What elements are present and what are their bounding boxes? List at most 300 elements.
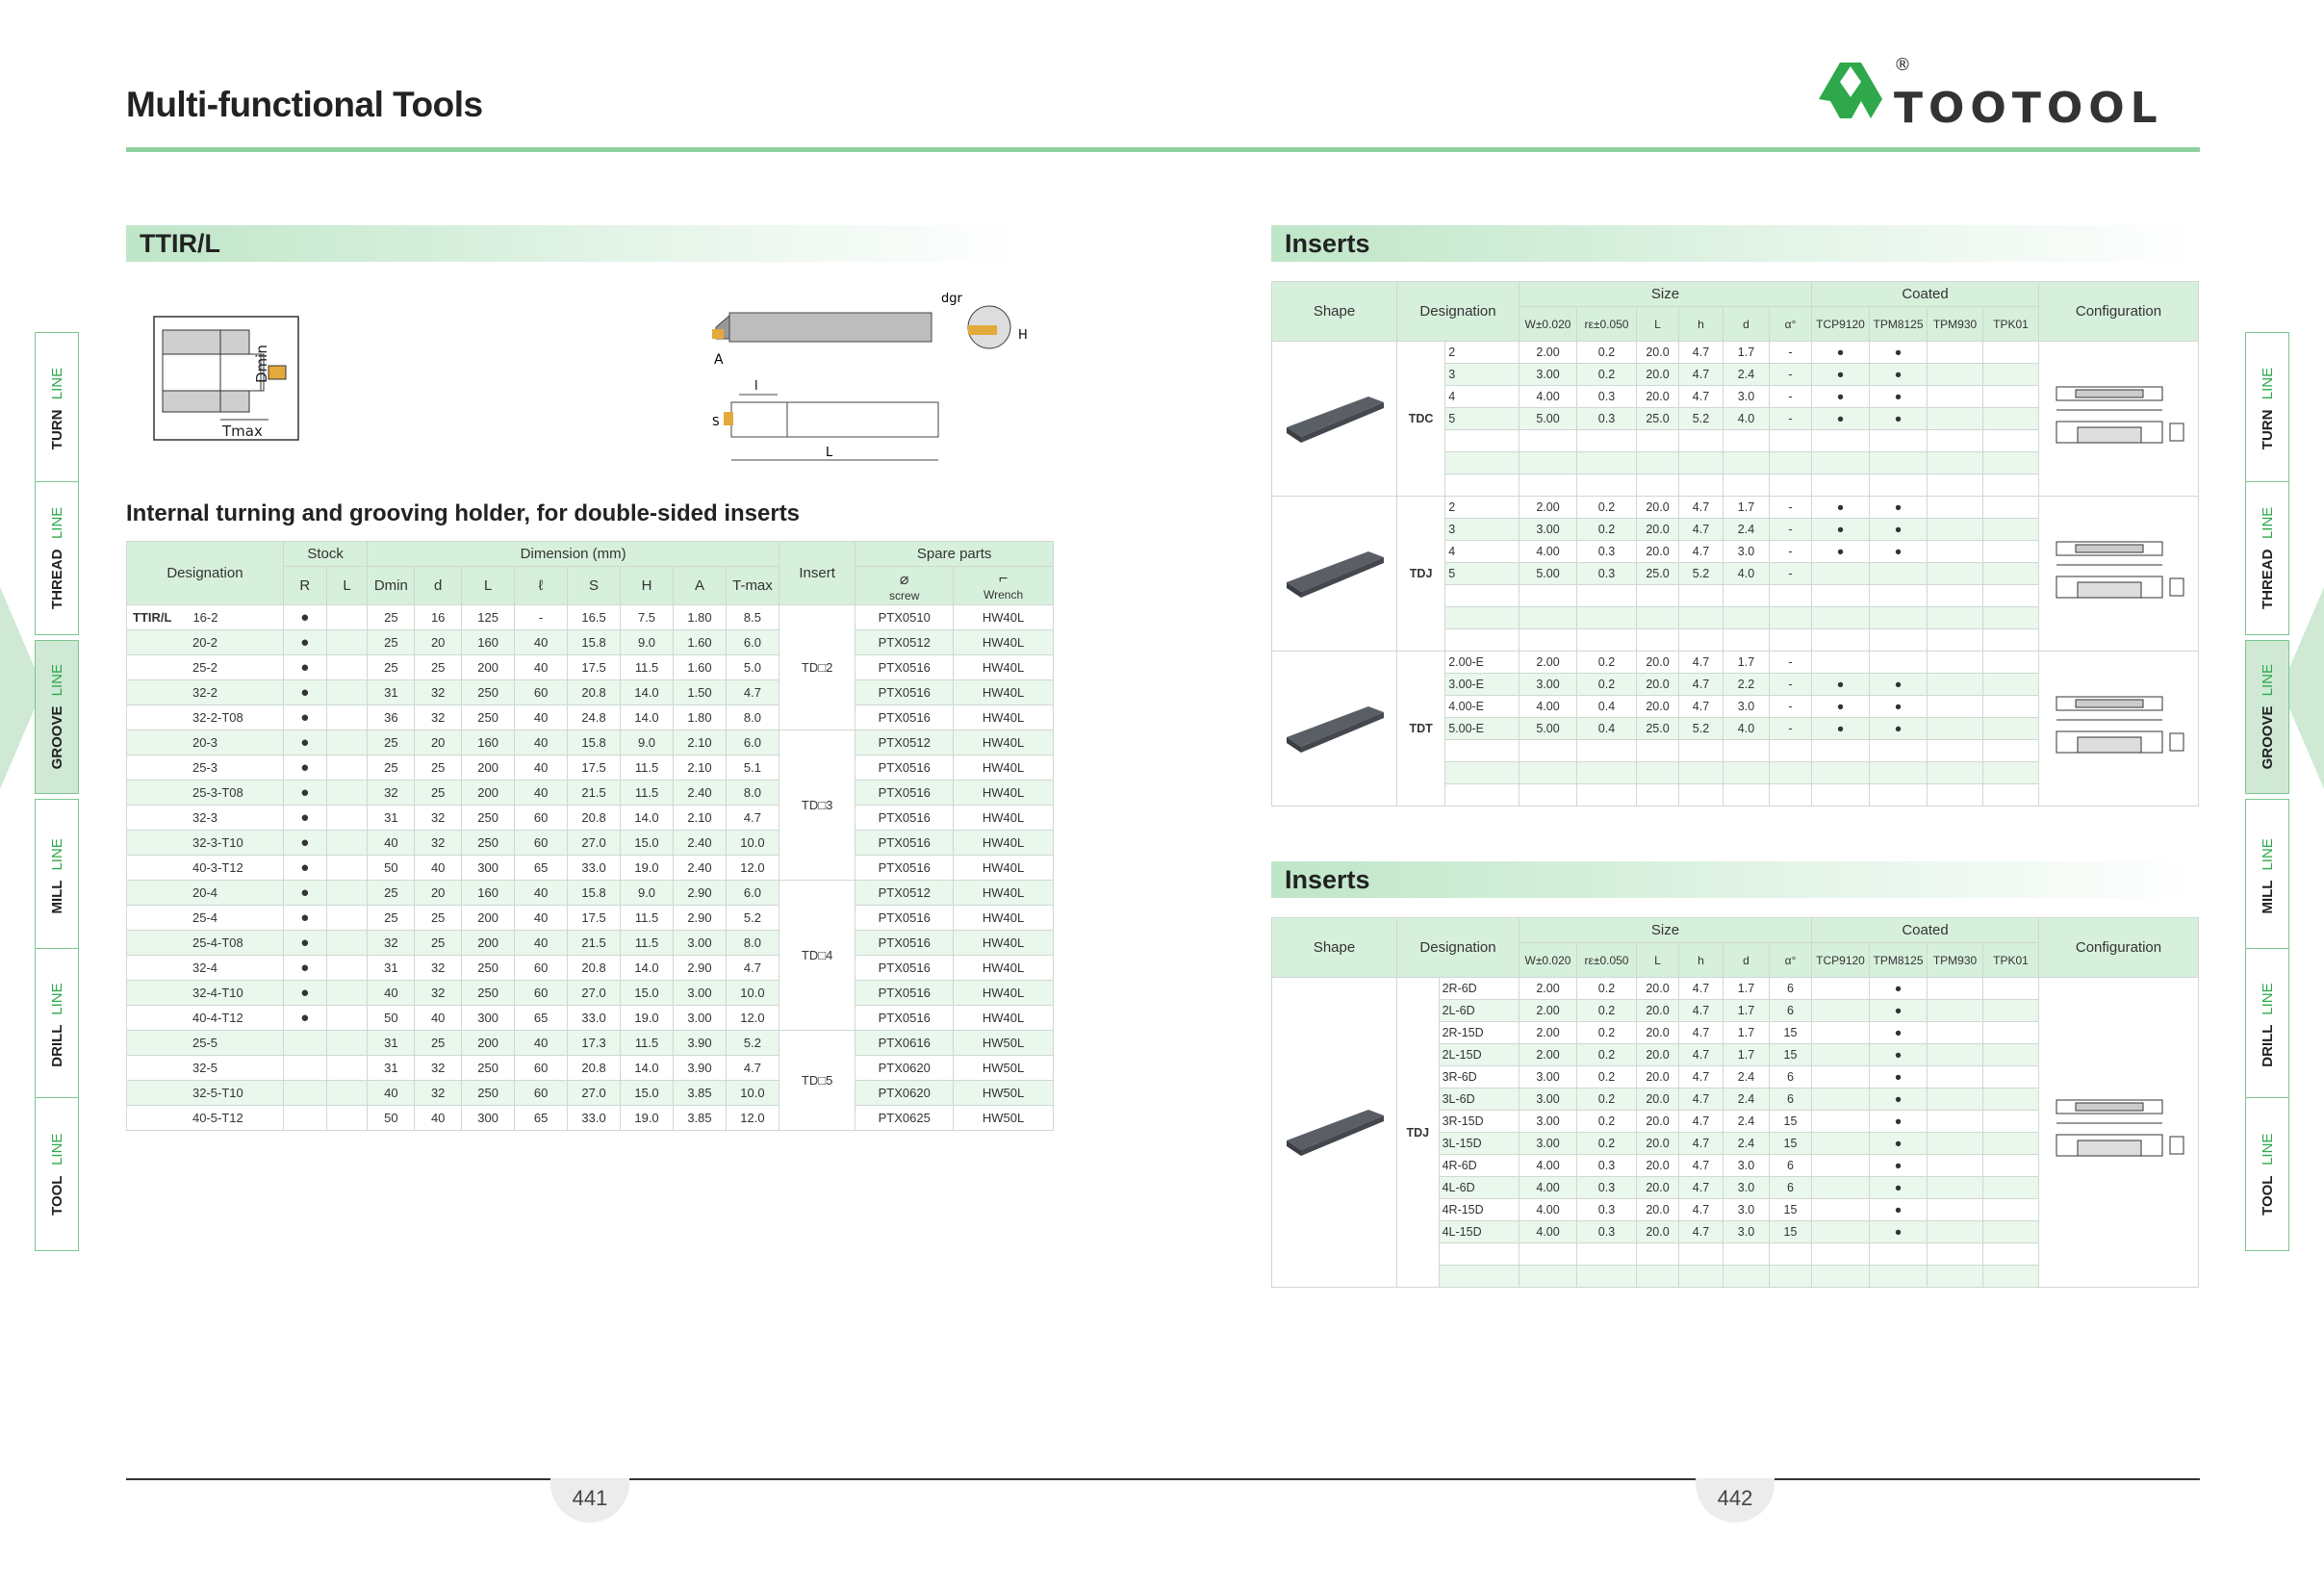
coated-tcp9120-cell [1812, 1177, 1870, 1199]
size-w-cell: 4.00 [1520, 696, 1577, 718]
wrench-cell: HW40L [954, 906, 1054, 931]
size-h-cell [1679, 452, 1724, 474]
size-d-cell [1724, 474, 1770, 497]
size-a-cell: - [1770, 541, 1812, 563]
size-a-cell: 15 [1770, 1133, 1812, 1155]
coated-tcp9120-cell [1812, 1243, 1870, 1266]
size-h-cell: 4.7 [1679, 342, 1724, 364]
coated-tcp9120-cell [1812, 585, 1870, 607]
side-tab-thread[interactable] [2245, 481, 2289, 635]
dim-t-cell: 12.0 [726, 1006, 779, 1031]
table-row [127, 605, 1054, 630]
size-a-cell [1770, 1243, 1812, 1266]
designation-cell [127, 730, 284, 756]
side-tab-tool[interactable] [35, 1097, 79, 1251]
size-a-cell: 15 [1770, 1221, 1812, 1243]
side-tab-turn[interactable] [35, 332, 79, 486]
side-tab-line: LINE [2259, 664, 2276, 697]
designation-code-cell [1439, 1266, 1519, 1288]
dim-L-cell: 300 [462, 1106, 515, 1131]
screw-cell: PTX0510 [856, 605, 954, 630]
size-a-cell [1770, 740, 1812, 762]
coated-tpk01-cell [1983, 563, 2039, 585]
th-w: W±0.020 [1520, 943, 1577, 978]
th-d: d [1724, 943, 1770, 978]
designation-code: 32-3 [192, 810, 218, 825]
th-coated: Coated [1812, 918, 2039, 943]
stock-r-cell: ● [283, 680, 326, 705]
size-r-cell [1577, 784, 1637, 807]
dim-h-cell: 11.5 [621, 756, 674, 781]
screw-cell: PTX0516 [856, 680, 954, 705]
dim-s-cell: 15.8 [568, 730, 621, 756]
l-label: l [754, 379, 758, 394]
wrench-cell: HW40L [954, 655, 1054, 680]
coated-tpk01-cell [1983, 718, 2039, 740]
side-tab-groove[interactable] [2245, 640, 2289, 794]
dim-ell-cell: 40 [515, 931, 568, 956]
coated-tpk01-cell [1983, 762, 2039, 784]
side-tab-line: LINE [48, 664, 65, 697]
coated-tpm8125-cell: ● [1870, 497, 1928, 519]
dim-t-cell: 8.0 [726, 781, 779, 806]
size-d-cell [1724, 762, 1770, 784]
designation-code: 25-3 [192, 760, 218, 775]
configuration-cell [2039, 652, 2199, 807]
screw-cell: PTX0516 [856, 806, 954, 831]
coated-tpk01-cell [1983, 1155, 2039, 1177]
designation-code: 25-5 [192, 1036, 218, 1050]
dim-a-cell: 3.00 [674, 1006, 727, 1031]
wrench-cell: HW40L [954, 730, 1054, 756]
side-tab-label [49, 368, 65, 449]
dim-t-cell: 5.2 [726, 906, 779, 931]
coated-tcp9120-cell [1812, 474, 1870, 497]
wrench-cell: HW50L [954, 1056, 1054, 1081]
side-tab-line: LINE [48, 983, 65, 1015]
page-title: Multi-functional Tools [126, 85, 483, 124]
table-row [127, 655, 1054, 680]
inserts-band-2: Inserts [1271, 861, 2199, 898]
coated-tcp9120-cell [1812, 1044, 1870, 1066]
size-a-cell: - [1770, 386, 1812, 408]
size-d-cell: 3.0 [1724, 696, 1770, 718]
stock-l-cell [326, 730, 368, 756]
size-d-cell: 2.4 [1724, 1089, 1770, 1111]
table-row [1272, 652, 2199, 674]
size-l-cell [1637, 585, 1679, 607]
table-row [127, 630, 1054, 655]
designation-cell [127, 881, 284, 906]
coated-tpk01-cell [1983, 1111, 2039, 1133]
stock-l-cell [326, 705, 368, 730]
side-tab-word: TURN [2259, 409, 2276, 450]
size-h-cell: 4.7 [1679, 1044, 1724, 1066]
size-d-cell: 4.0 [1724, 718, 1770, 740]
coated-tpm930-cell [1928, 1266, 1983, 1288]
dim-a-cell: 2.90 [674, 906, 727, 931]
size-w-cell: 2.00 [1520, 342, 1577, 364]
stock-l-cell [326, 1106, 368, 1131]
coated-tpm930-cell [1928, 430, 1983, 452]
dim-L-cell: 250 [462, 831, 515, 856]
insert-shape-cell [1272, 497, 1397, 652]
size-h-cell: 5.2 [1679, 408, 1724, 430]
th-a: α° [1770, 307, 1812, 342]
size-d-cell [1724, 784, 1770, 807]
dim-L-cell: 200 [462, 781, 515, 806]
th-config: Configuration [2039, 282, 2199, 342]
coated-tcp9120-cell [1812, 629, 1870, 652]
stock-l-cell [326, 931, 368, 956]
size-w-cell: 3.00 [1520, 1089, 1577, 1111]
coated-tpm8125-cell [1870, 762, 1928, 784]
wrench-cell: HW40L [954, 856, 1054, 881]
ttirl-band: TTIR/L [126, 225, 1021, 262]
insert-shape-cell [1272, 978, 1397, 1288]
size-w-cell: 4.00 [1520, 386, 1577, 408]
table-row [127, 831, 1054, 856]
size-a-cell [1770, 607, 1812, 629]
dim-d-cell: 40 [415, 856, 462, 881]
screw-cell: PTX0512 [856, 630, 954, 655]
dim-dmin-cell: 32 [368, 781, 415, 806]
size-l-cell: 25.0 [1637, 408, 1679, 430]
size-h-cell: 4.7 [1679, 1155, 1724, 1177]
dim-dmin-cell: 50 [368, 1006, 415, 1031]
holder-diagram [710, 289, 1052, 476]
size-w-cell [1520, 629, 1577, 652]
coated-tpm8125-cell: ● [1870, 408, 1928, 430]
side-tab-mill[interactable] [2245, 799, 2289, 953]
size-a-cell: 6 [1770, 978, 1812, 1000]
size-h-cell: 4.7 [1679, 386, 1724, 408]
side-tab-line: LINE [48, 368, 65, 400]
screw-cell: PTX0516 [856, 1006, 954, 1031]
dim-dmin-cell: 25 [368, 605, 415, 630]
coated-tcp9120-cell [1812, 430, 1870, 452]
size-w-cell: 4.00 [1520, 541, 1577, 563]
size-w-cell [1520, 1243, 1577, 1266]
stock-r-cell: ● [283, 906, 326, 931]
side-tab-label [2260, 507, 2276, 609]
coated-tpm8125-cell: ● [1870, 386, 1928, 408]
side-tab-tool[interactable] [2245, 1097, 2289, 1251]
table-row [127, 1106, 1054, 1131]
dim-t-cell: 12.0 [726, 856, 779, 881]
coated-tpm930-cell [1928, 1066, 1983, 1089]
coated-tpm930-cell [1928, 696, 1983, 718]
coated-tcp9120-cell [1812, 563, 1870, 585]
dim-a-cell: 1.80 [674, 605, 727, 630]
screw-cell: PTX0512 [856, 730, 954, 756]
side-tab-word: TURN [48, 409, 65, 450]
wrench-cell: HW40L [954, 831, 1054, 856]
designation-cell [127, 831, 284, 856]
size-a-cell: - [1770, 718, 1812, 740]
size-r-cell: 0.3 [1577, 1221, 1637, 1243]
size-l-cell: 20.0 [1637, 978, 1679, 1000]
size-l-cell [1637, 1266, 1679, 1288]
stock-l-cell [326, 981, 368, 1006]
dim-d-cell: 25 [415, 756, 462, 781]
dim-d-cell: 32 [415, 806, 462, 831]
size-l-cell: 20.0 [1637, 652, 1679, 674]
size-a-cell: - [1770, 696, 1812, 718]
table-row [127, 806, 1054, 831]
stock-r-cell: ● [283, 756, 326, 781]
coated-tpk01-cell [1983, 1221, 2039, 1243]
coated-tcp9120-cell [1812, 1155, 1870, 1177]
stock-r-cell: ● [283, 831, 326, 856]
designation-code-cell [1445, 474, 1520, 497]
table-row [127, 705, 1054, 730]
designation-code: 32-4 [192, 960, 218, 975]
dim-L-cell: 125 [462, 605, 515, 630]
dim-dmin-cell: 32 [368, 931, 415, 956]
table-row [127, 680, 1054, 705]
ttirl-table [126, 541, 1054, 1131]
th-c4: TPK01 [1983, 943, 2039, 978]
size-r-cell: 0.3 [1577, 563, 1637, 585]
dim-ell-cell: 60 [515, 1081, 568, 1106]
dim-h-cell: 19.0 [621, 856, 674, 881]
designation-code: 25-2 [192, 660, 218, 675]
dim-t-cell: 4.7 [726, 956, 779, 981]
designation-code-cell: 5.00-E [1445, 718, 1520, 740]
size-r-cell: 0.2 [1577, 364, 1637, 386]
dim-a-cell: 2.40 [674, 781, 727, 806]
designation-code: 32-2-T08 [192, 710, 243, 725]
designation-code-cell: 2R-6D [1439, 978, 1519, 1000]
dim-L-cell: 200 [462, 1031, 515, 1056]
designation-cell [127, 981, 284, 1006]
coated-tpm8125-cell: ● [1870, 519, 1928, 541]
dim-t-cell: 4.7 [726, 680, 779, 705]
size-l-cell: 20.0 [1637, 386, 1679, 408]
screw-cell: PTX0516 [856, 781, 954, 806]
registered-mark: ® [1894, 55, 1911, 75]
size-d-cell: 3.0 [1724, 1221, 1770, 1243]
bore-diagram [153, 316, 299, 441]
screw-cell: PTX0616 [856, 1031, 954, 1056]
dim-t-cell: 4.7 [726, 806, 779, 831]
dim-t-cell: 8.0 [726, 931, 779, 956]
designation-cell [127, 956, 284, 981]
size-w-cell: 3.00 [1520, 1066, 1577, 1089]
coated-tcp9120-cell [1812, 1221, 1870, 1243]
side-tab-label [49, 983, 65, 1067]
dim-a-cell: 1.50 [674, 680, 727, 705]
coated-tpm8125-cell [1870, 452, 1928, 474]
designation-code: 32-5-T10 [192, 1086, 243, 1100]
dim-dmin-cell: 31 [368, 956, 415, 981]
screw-cell: PTX0516 [856, 906, 954, 931]
side-tab-thread[interactable] [35, 481, 79, 635]
designation-code-cell [1439, 1243, 1519, 1266]
th-d: d [415, 567, 462, 605]
designation-code-cell [1445, 740, 1520, 762]
dim-d-cell: 20 [415, 630, 462, 655]
table-row [127, 956, 1054, 981]
dim-h-cell: 9.0 [621, 881, 674, 906]
screw-cell: PTX0516 [856, 856, 954, 881]
side-tab-drill[interactable] [2245, 948, 2289, 1102]
dim-s-cell: 27.0 [568, 981, 621, 1006]
table-row [127, 1056, 1054, 1081]
size-h-cell: 4.7 [1679, 1133, 1724, 1155]
side-tab-drill[interactable] [35, 948, 79, 1102]
coated-tpk01-cell [1983, 1066, 2039, 1089]
coated-tcp9120-cell [1812, 1000, 1870, 1022]
side-tab-line: LINE [2259, 368, 2276, 400]
dim-a-cell: 3.90 [674, 1031, 727, 1056]
dim-L-cell: 200 [462, 906, 515, 931]
dim-ell-cell: 65 [515, 1006, 568, 1031]
size-l-cell: 20.0 [1637, 1221, 1679, 1243]
coated-tpk01-cell [1983, 607, 2039, 629]
dim-dmin-cell: 25 [368, 630, 415, 655]
side-tab-line: LINE [2259, 506, 2276, 540]
size-l-cell: 20.0 [1637, 1133, 1679, 1155]
size-l-cell: 20.0 [1637, 364, 1679, 386]
designation-code-cell [1445, 452, 1520, 474]
size-r-cell: 0.2 [1577, 1044, 1637, 1066]
coated-tpm8125-cell [1870, 563, 1928, 585]
dim-L-cell: 160 [462, 630, 515, 655]
coated-tpm930-cell [1928, 1089, 1983, 1111]
th-tmax: T-max [726, 567, 779, 605]
designation-code-cell: 5 [1445, 563, 1520, 585]
dim-ell-cell: 40 [515, 1031, 568, 1056]
table-row [127, 931, 1054, 956]
side-tab-line: LINE [48, 1133, 65, 1165]
coated-tcp9120-cell [1812, 784, 1870, 807]
coated-tpm8125-cell: ● [1870, 1044, 1928, 1066]
coated-tcp9120-cell: ● [1812, 408, 1870, 430]
coated-tpm8125-cell: ● [1870, 541, 1928, 563]
configuration-cell [2039, 497, 2199, 652]
th-c3: TPM930 [1928, 943, 1983, 978]
coated-tpk01-cell [1983, 541, 2039, 563]
coated-tcp9120-cell [1812, 762, 1870, 784]
dim-L-cell: 250 [462, 981, 515, 1006]
size-h-cell: 4.7 [1679, 978, 1724, 1000]
table-row [1272, 497, 2199, 519]
size-d-cell: 1.7 [1724, 1044, 1770, 1066]
size-w-cell: 4.00 [1520, 1221, 1577, 1243]
size-h-cell [1679, 762, 1724, 784]
coated-tcp9120-cell [1812, 452, 1870, 474]
dim-t-cell: 8.0 [726, 705, 779, 730]
dim-t-cell: 4.7 [726, 1056, 779, 1081]
th-stock: Stock [283, 542, 368, 567]
coated-tpk01-cell [1983, 740, 2039, 762]
coated-tcp9120-cell [1812, 607, 1870, 629]
coated-tcp9120-cell: ● [1812, 541, 1870, 563]
th-shape: Shape [1272, 282, 1397, 342]
dim-s-cell: 20.8 [568, 956, 621, 981]
coated-tpm930-cell [1928, 718, 1983, 740]
size-w-cell: 4.00 [1520, 1155, 1577, 1177]
designation-code-cell: 5 [1445, 408, 1520, 430]
insert-image [1272, 699, 1396, 759]
dim-s-cell: 21.5 [568, 781, 621, 806]
size-w-cell [1520, 607, 1577, 629]
coated-tpm8125-cell: ● [1870, 1133, 1928, 1155]
table-row [127, 856, 1054, 881]
size-a-cell [1770, 474, 1812, 497]
designation-code: 20-2 [192, 635, 218, 650]
size-r-cell: 0.2 [1577, 652, 1637, 674]
side-tab-turn[interactable] [2245, 332, 2289, 486]
dim-d-cell: 25 [415, 931, 462, 956]
dim-t-cell: 12.0 [726, 1106, 779, 1131]
wrench-cell: HW40L [954, 956, 1054, 981]
table-row [127, 756, 1054, 781]
size-d-cell: 2.4 [1724, 519, 1770, 541]
side-tab-mill[interactable] [35, 799, 79, 953]
coated-tcp9120-cell: ● [1812, 342, 1870, 364]
coated-tpk01-cell [1983, 497, 2039, 519]
dim-dmin-cell: 31 [368, 806, 415, 831]
dim-h-cell: 19.0 [621, 1106, 674, 1131]
size-r-cell: 0.3 [1577, 408, 1637, 430]
size-w-cell: 2.00 [1520, 1022, 1577, 1044]
configuration-drawing [2039, 689, 2198, 769]
coated-tpk01-cell [1983, 629, 2039, 652]
side-tab-word: GROOVE [2259, 705, 2276, 770]
dim-s-cell: 17.5 [568, 756, 621, 781]
dim-h-cell: 15.0 [621, 1081, 674, 1106]
size-h-cell: 4.7 [1679, 1022, 1724, 1044]
coated-tpm930-cell [1928, 342, 1983, 364]
coated-tpm930-cell [1928, 607, 1983, 629]
dim-ell-cell: 40 [515, 881, 568, 906]
coated-tpm930-cell [1928, 452, 1983, 474]
side-tab-groove[interactable] [35, 640, 79, 794]
coated-tcp9120-cell [1812, 1111, 1870, 1133]
size-l-cell [1637, 740, 1679, 762]
size-w-cell: 3.00 [1520, 1111, 1577, 1133]
size-r-cell: 0.2 [1577, 342, 1637, 364]
dim-h-cell: 11.5 [621, 781, 674, 806]
side-tab-label [2260, 664, 2276, 769]
insert-shape-cell [1272, 342, 1397, 497]
stock-r-cell: ● [283, 630, 326, 655]
coated-tpm930-cell [1928, 1155, 1983, 1177]
th-a: A [674, 567, 727, 605]
wrench-cell: HW40L [954, 881, 1054, 906]
size-d-cell [1724, 740, 1770, 762]
dim-dmin-cell: 40 [368, 831, 415, 856]
designation-code: 16-2 [192, 610, 218, 625]
size-d-cell: 3.0 [1724, 541, 1770, 563]
th-designation: Designation [127, 542, 284, 605]
coated-tpk01-cell [1983, 386, 2039, 408]
stock-l-cell [326, 781, 368, 806]
size-r-cell: 0.4 [1577, 696, 1637, 718]
stock-r-cell [283, 1056, 326, 1081]
size-r-cell [1577, 629, 1637, 652]
screw-cell: PTX0516 [856, 655, 954, 680]
coated-tcp9120-cell [1812, 652, 1870, 674]
stock-l-cell [326, 1081, 368, 1106]
side-tab-word: MILL [2259, 880, 2276, 914]
size-l-cell [1637, 629, 1679, 652]
coated-tpm930-cell [1928, 1221, 1983, 1243]
th-screw: ⌀ screw [856, 567, 954, 605]
